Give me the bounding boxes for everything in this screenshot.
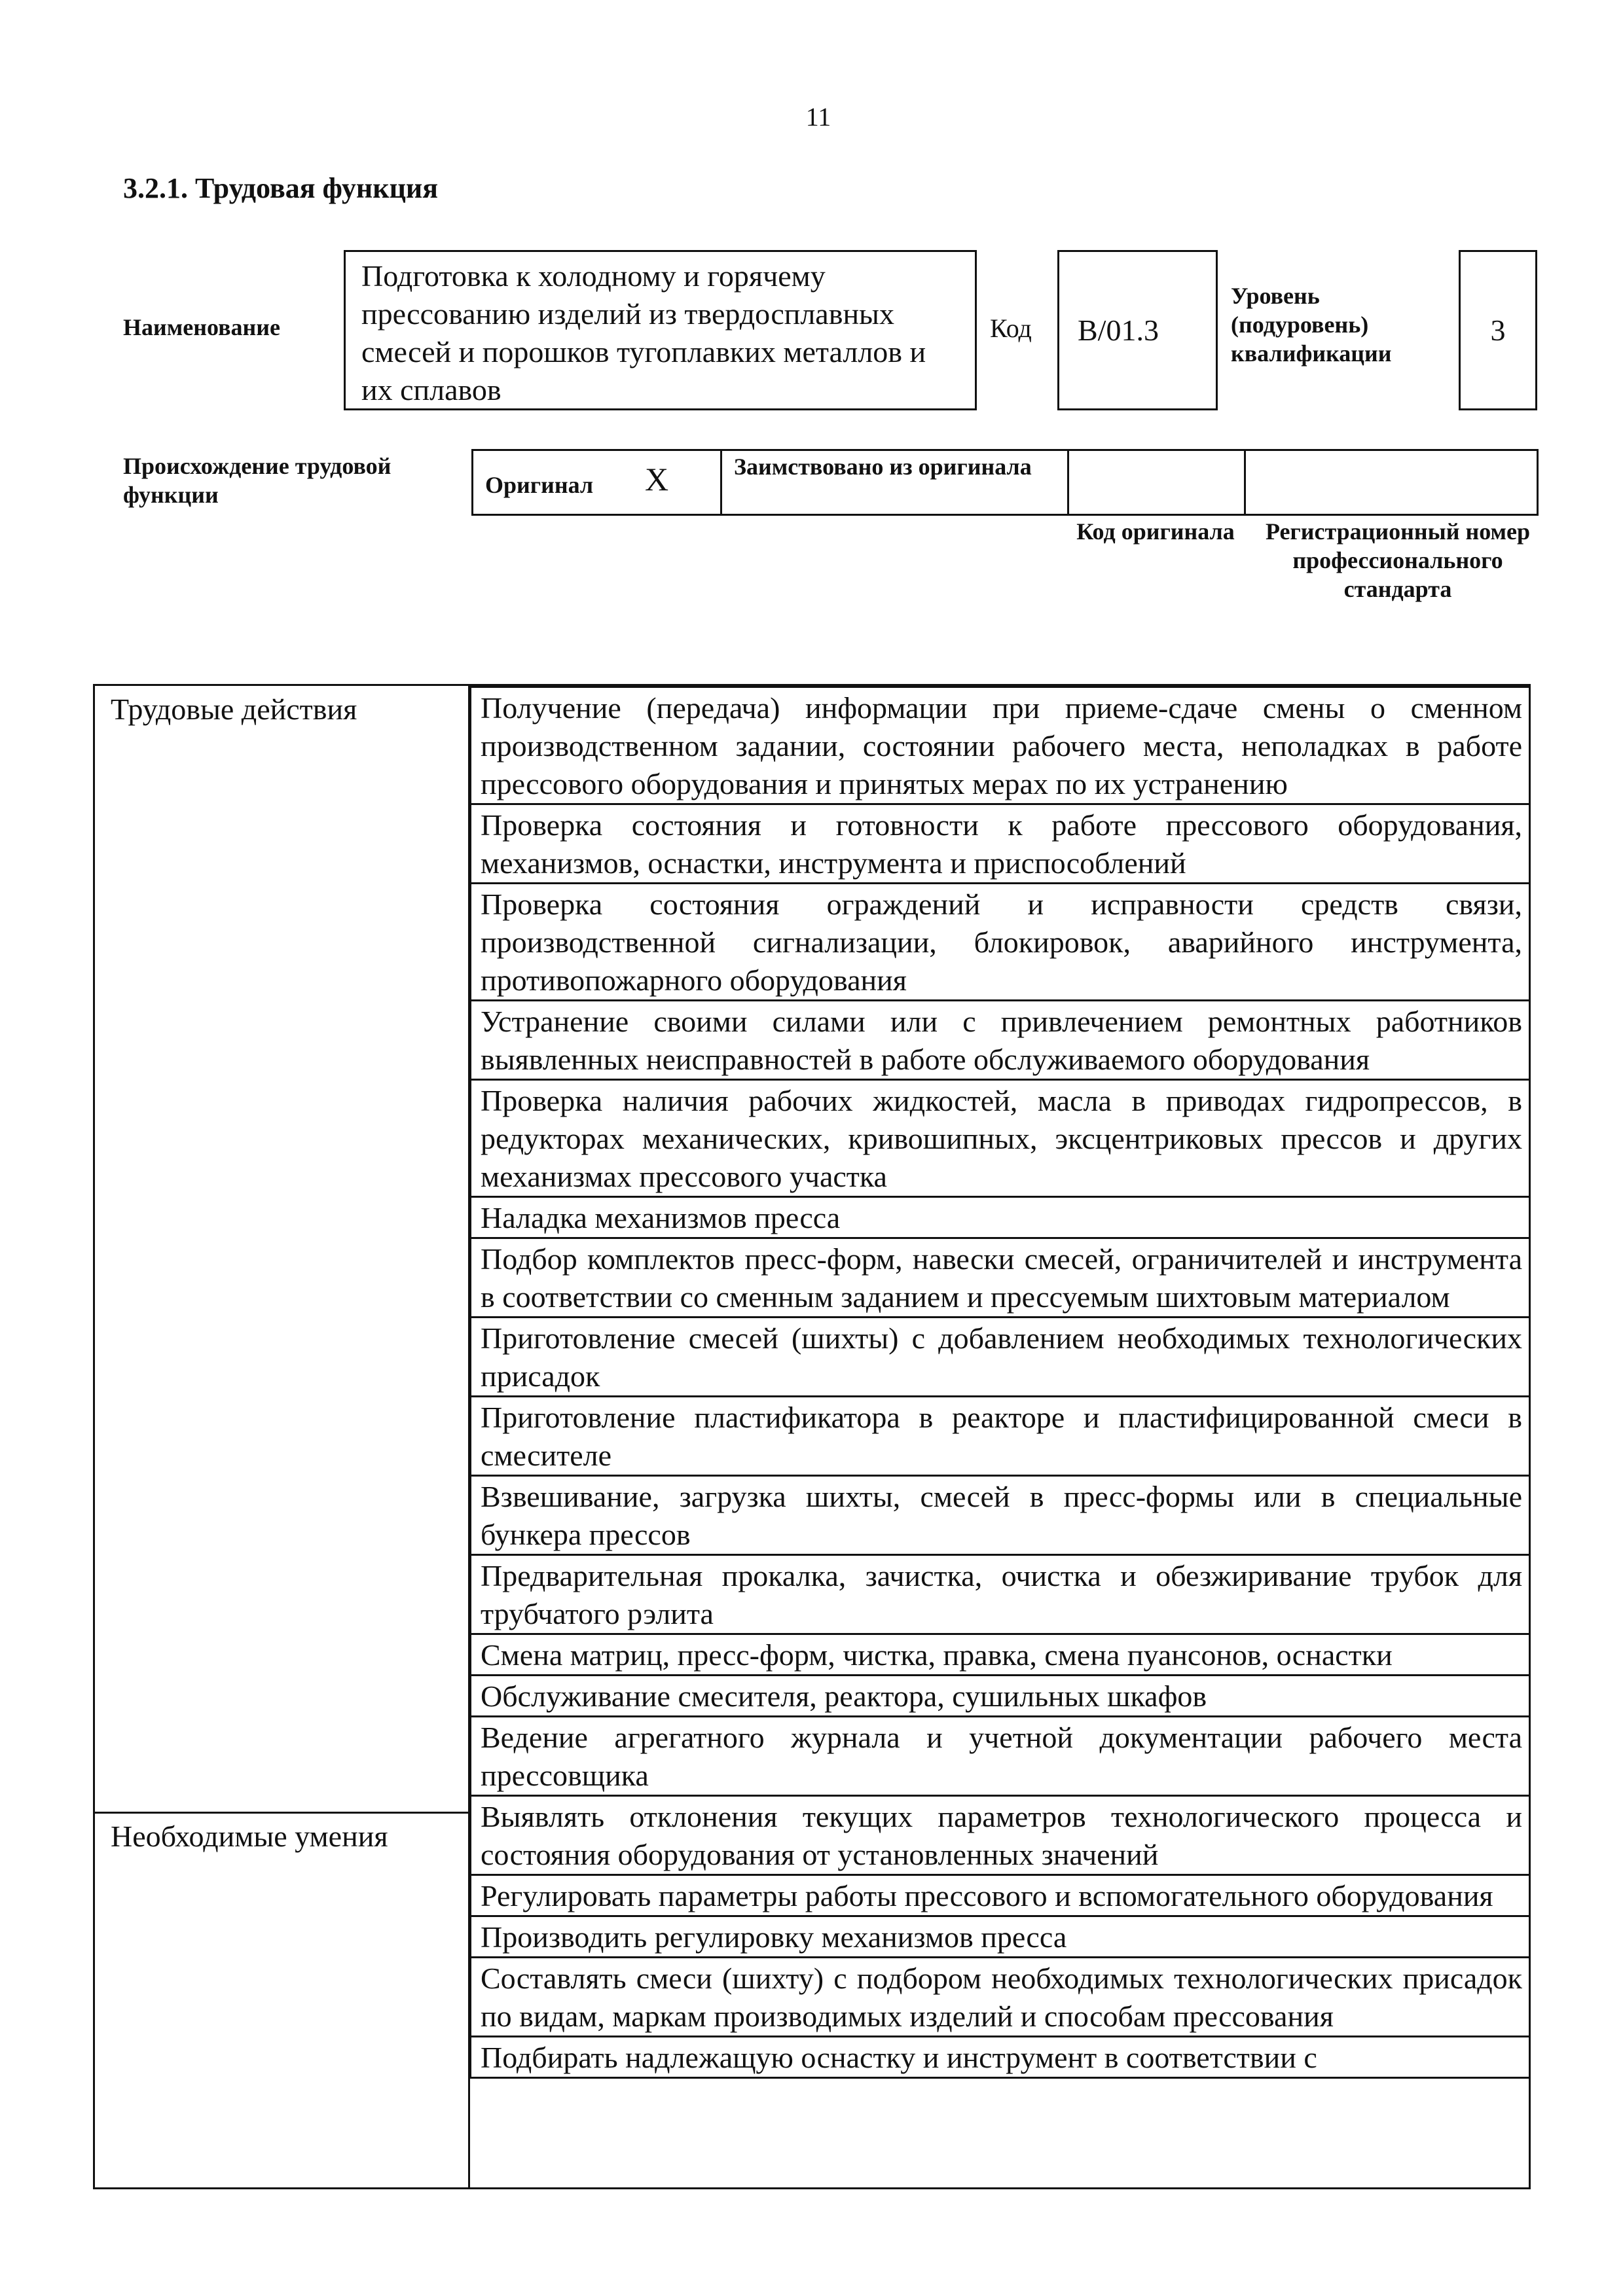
list-item: Приготовление пластификатора в реакторе и пластифицированной смеси в смесителе [469, 1395, 1531, 1477]
list-item: Проверка состояния и готовности к работе прессового оборудования, механизмов, оснастки, инструмента и приспособлений [469, 803, 1531, 884]
origin-table [471, 449, 1539, 516]
level-label: Уровень (подуровень) квалификации [1231, 283, 1392, 367]
reg-number-caption: Регистрационный номер профессионального стандарта [1265, 518, 1531, 602]
rows-container [469, 686, 1529, 2079]
origin-reg-cell [1246, 451, 1539, 514]
original-label: Оригинал [485, 472, 594, 498]
code-original-caption: Код оригинала [1076, 518, 1235, 545]
list-item: Составлять смеси (шихту) с подбором необходимых технологических присадок по видам, маркам производимых изделий и способам прессования [469, 1956, 1531, 2037]
list-item: Обслуживание смесителя, реактора, сушильных шкафов [469, 1674, 1531, 1717]
list-item: Получение (передача) информации при приеме-сдаче смены о сменном производственном задании, состоянии рабочего места, неполадках в работе прессового оборудования и принятых мерах по их устранению [469, 686, 1531, 805]
required-skills-label: Необходимые умения [111, 1820, 388, 1853]
list-item: Проверка наличия рабочих жидкостей, масла в приводах гидропрессов, в редукторах механических, кривошипных, эксцентриковых прессов и других механизмах прессового участка [469, 1079, 1531, 1198]
name-label: Наименование [123, 314, 280, 340]
borrowed-label: Заимствовано из оригинала [734, 454, 1032, 480]
labor-actions-label: Трудовые действия [111, 692, 357, 726]
origin-code-cell [1069, 451, 1246, 514]
list-item: Предварительная прокалка, зачистка, очистка и обезжиривание трубок для трубчатого рэлита [469, 1554, 1531, 1635]
list-item: Наладка механизмов пресса [469, 1196, 1531, 1239]
code-label: Код [990, 314, 1032, 343]
origin-label: Происхождение трудовой функции [123, 453, 392, 508]
function-code-box: B/01.3 [1057, 250, 1218, 410]
list-item: Проверка состояния ограждений и исправности средств связи, производственной сигнализации, блокировок, аварийного инструмента, противопожарного оборудования [469, 882, 1531, 1001]
list-item: Выявлять отклонения текущих параметров технологического процесса и состояния оборудования от установленных значений [469, 1795, 1531, 1876]
main-table [93, 684, 1531, 2189]
original-mark: X [645, 461, 669, 497]
origin-original-cell [473, 451, 722, 514]
qualification-level-box: 3 [1459, 250, 1537, 410]
section-divider [95, 1812, 468, 1814]
section-title: 3.2.1. Трудовая функция [123, 172, 439, 204]
function-name-box: Подготовка к холодному и горячему прессованию изделий из твердосплавных смесей и порошков тугоплавких металлов и их сплавов [344, 250, 977, 410]
list-item: Взвешивание, загрузка шихты, смесей в пресс-формы или в специальные бункера прессов [469, 1475, 1531, 1556]
list-item: Производить регулировку механизмов пресса [469, 1915, 1531, 1958]
list-item: Устранение своими силами или с привлечением ремонтных работников выявленных неисправностей в работе обслуживаемого оборудования [469, 999, 1531, 1081]
list-item: Подбирать надлежащую оснастку и инструмент в соответствии с [469, 2036, 1531, 2079]
list-item: Приготовление смесей (шихты) с добавлением необходимых технологических присадок [469, 1316, 1531, 1397]
list-item: Регулировать параметры работы прессового и вспомогательного оборудования [469, 1874, 1531, 1917]
origin-borrowed-cell [722, 451, 1069, 514]
list-item: Ведение агрегатного журнала и учетной документации рабочего места прессовщика [469, 1715, 1531, 1797]
list-item: Подбор комплектов пресс-форм, навески смесей, ограничителей и инструмента в соответствии со сменным заданием и прессуемым шихтовым материалом [469, 1237, 1531, 1318]
page-number: 11 [805, 102, 831, 132]
list-item: Смена матриц, пресс-форм, чистка, правка, смена пуансонов, оснастки [469, 1633, 1531, 1676]
